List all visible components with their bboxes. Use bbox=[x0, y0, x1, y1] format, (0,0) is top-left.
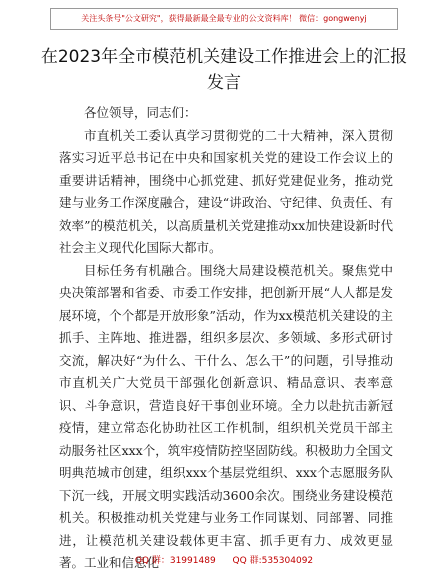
body-paragraph-1: 市直机关工委认真学习贯彻党的二十大精神，深入贯彻落实习近平总书记在中央和国家机关党的建设工作会议上的重要讲话精神，围绕中心抓党建、抓好党建促业务，推动党建与业务工作深度融合，建设“讲政治、守纪律、负责任、有效率”的模范机关，以高质量机关党建推动xx加快建设新时代社会主义现代化国际大都市。 bbox=[59, 127, 393, 255]
footer-contacts bbox=[0, 553, 448, 566]
footer-qq-group-2: QQ 群:535304092 bbox=[232, 556, 314, 566]
promo-banner: 关注头条号"公文研究"，获得最新最全最专业的公文资料库！ 微信：gongwenyj bbox=[50, 8, 398, 30]
body-paragraph-2: 目标任务有机融合。围绕大局建设模范机关。聚焦党中央决策部署和省委、市委工作安排，把创新开展“人人都是发展环境，个个都是开放形象”活动，作为xx模范机关建设的主抓手、主阵地、推进器，组织多层次、多领域、多形式研讨交流，解决好“为什么、干什么、怎么干”的问题，引导推动市直机关广大党员干部强化创新意识、精品意识、表率意识、斗争意识，营造良好干事创业环境。全力以赴抗击新冠疫情，建立常态化协助社区工作机制，组织机关党员干部主动服务社区xxx个，筑牢疫情防控坚固防线。积极助力全国文明典范城市创建，组织xxx个基层党组织、xxx个志愿服务队下沉一线，开展文明实践活动3600余次。围绕业务建设模范机关。积极推动机关党建与业务工作同谋划、同部署、同推进，让模范机关建设载体更丰富、抓手更有力、成效更显著。工业和信息化 bbox=[59, 262, 393, 570]
footer-qq-group-1: QQ 群：31991489 bbox=[134, 556, 216, 566]
salutation: 各位领导，同志们： bbox=[84, 105, 197, 120]
document-title: 在2023年全市模范机关建设工作推进会上的汇报发言 bbox=[40, 47, 408, 93]
document-body bbox=[59, 102, 393, 575]
